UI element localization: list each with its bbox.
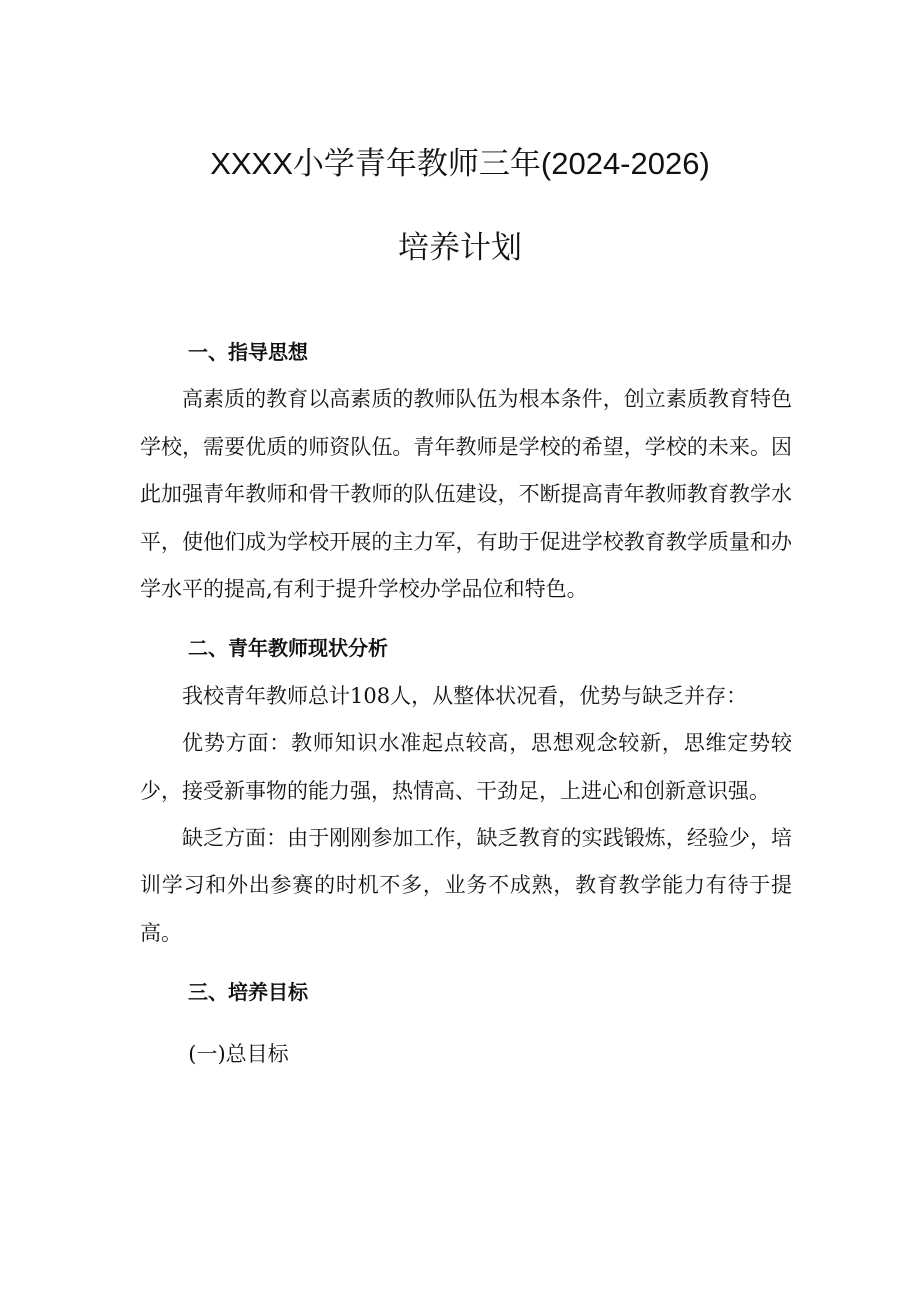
section-heading-analysis: 二、青年教师现状分析: [188, 636, 388, 661]
document-title-line-2: 培养计划: [398, 230, 522, 265]
paragraph-analysis-2: 优势方面：教师知识水准起点较高，思想观念较新，思维定势较少，接受新事物的能力强，热情高、干劲足，上进心和创新意识强。: [140, 731, 792, 803]
paragraph-guiding-1: 高素质的教育以高素质的教师队伍为根本条件，创立素质教育特色学校，需要优质的师资队伍。青年教师是学校的希望，学校的未来。因此加强青年教师和骨干教师的队伍建设，不断提高青年教师教育教学水平，使他们成为学校开展的主力军，有助于促进学校教育教学质量和办学水平的提高,有利于提升学校办学品位和特色。: [140, 387, 792, 602]
sub-heading-overall-goal: (一)总目标: [188, 1041, 289, 1066]
document-title-line-1: XXXX小学青年教师三年(2024-2026): [210, 146, 710, 181]
paragraph-analysis-3: 缺乏方面：由于刚刚参加工作，缺乏教育的实践锻炼，经验少，培训学习和外出参赛的时机不多，业务不成熟，教育教学能力有待于提高。: [140, 826, 792, 945]
document-body: [140, 329, 792, 1078]
section-heading-guiding: 一、指导思想: [188, 340, 308, 364]
section-heading-goals: 三、培养目标: [188, 980, 308, 1005]
paragraph-analysis-1: 我校青年教师总计108人，从整体状况看，优势与缺乏并存：: [182, 683, 748, 708]
